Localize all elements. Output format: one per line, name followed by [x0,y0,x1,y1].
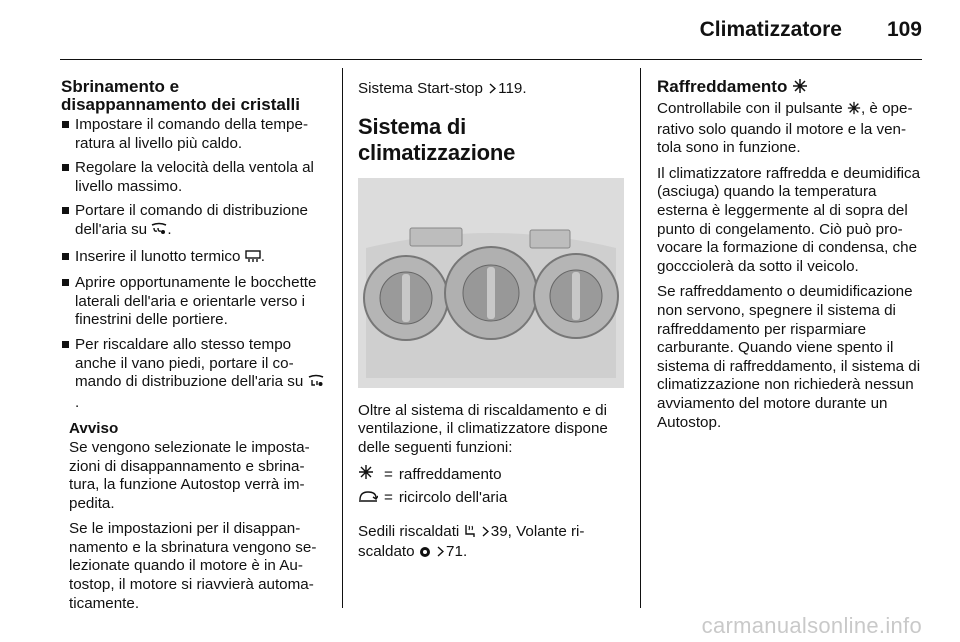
list-item: = raffreddamento [358,464,513,488]
list-item: = ricircolo dell'aria [358,488,513,511]
function-label-cooling: raffreddamento [398,465,502,483]
list-item: Per riscaldare allo stesso tempo anche il vano piedi, portare il comando di distribuzione dell'aria su . [61,336,327,412]
climate-control-panel-photo [358,178,624,388]
header-rule [60,59,922,60]
page-title: Climatizzatore [699,18,842,41]
heated-steering-wheel-icon [419,545,431,564]
list-item: Aprire opportunamente le bocchette laterali dell'aria e orientarle verso i finestrini delle portiere. [61,274,327,330]
cross-reference-start-stop: Sistema Start-stop 119. [358,80,624,100]
page-number: 109 [886,18,922,41]
watermark-url: carmanualsonline.info [701,613,922,638]
page-reference-arrow-icon [482,524,489,543]
list-item: Inserire il lunotto termico . [61,248,327,269]
cooling-paragraph-2: Il climatizzatore raffredda e deumidifica (asciuga) quando la temperatura esterna è leggermente al di sopra del punto di congelamento. Ciò può provocare la formazione di condensa, che goccciolerà da sotto il veicolo. [657,164,921,275]
section-heading-cooling: Raffreddamento [657,78,923,98]
page-reference-arrow-icon [489,81,496,100]
page-header [0,0,960,62]
function-label-recirculation: ricircolo dell'aria [398,488,508,506]
recirculation-icon [358,489,378,509]
function-list [358,464,513,510]
cooling-paragraph-1: Controllabile con il pulsante , è operativo solo quando il motore e la ventola sono in funzione. [657,100,913,157]
column-divider-1 [342,68,343,608]
snowflake-icon [847,101,861,121]
note-paragraph-2: Se le impostazioni per il disappannamento e la sbrinatura vengono selezionate quando il motore è in Autostop, il motore si riavvierà automaticamente. [69,520,317,612]
rear-window-heater-icon [245,249,261,269]
climate-intro: Oltre al sistema di riscaldamento e di ventilazione, il climatizzatore dispone delle seguenti funzioni: [358,401,608,456]
page-reference-arrow-icon [437,544,444,563]
windscreen-air-icon [151,222,167,242]
heated-seat-icon [464,524,476,544]
note-title: Avviso [69,420,119,438]
column-1 [61,74,327,620]
list-item: Impostare il comando della temperatura al livello più caldo. [61,116,327,153]
cross-reference-heated-seats: Sedili riscaldati 39, Volante riscaldato 71. [358,523,624,564]
section-heading-defrost: Sbrinamento e disappannamento dei cristalli [61,77,301,114]
windscreen-footwell-air-icon [308,374,324,394]
column-2 [358,74,624,571]
cooling-paragraph-3: Se raffreddamento o deumidificazione non servono, spegnere il sistema di raffreddamento per risparmiare carburante. Quando viene spento il sistema di raffreddamento, il sistema di climatizzazione non richiederà nessun avviamento del motore durante un Autostop. [657,283,921,431]
snowflake-icon [792,78,808,98]
column-divider-2 [640,68,641,608]
section-heading-climate: Sistema di climatizzazione [358,113,516,165]
defrost-steps [61,116,327,412]
note-paragraph-1: Se vengono selezionate le impostazioni di disappannamento e sbrinatura, la funzione Autostop verrà impedita. [69,438,310,512]
snowflake-icon [358,464,374,486]
column-3 [657,74,923,439]
list-item: Regolare la velocità della ventola al livello massimo. [61,159,327,196]
list-item: Portare il comando di distribuzione dell'aria su . [61,202,327,241]
